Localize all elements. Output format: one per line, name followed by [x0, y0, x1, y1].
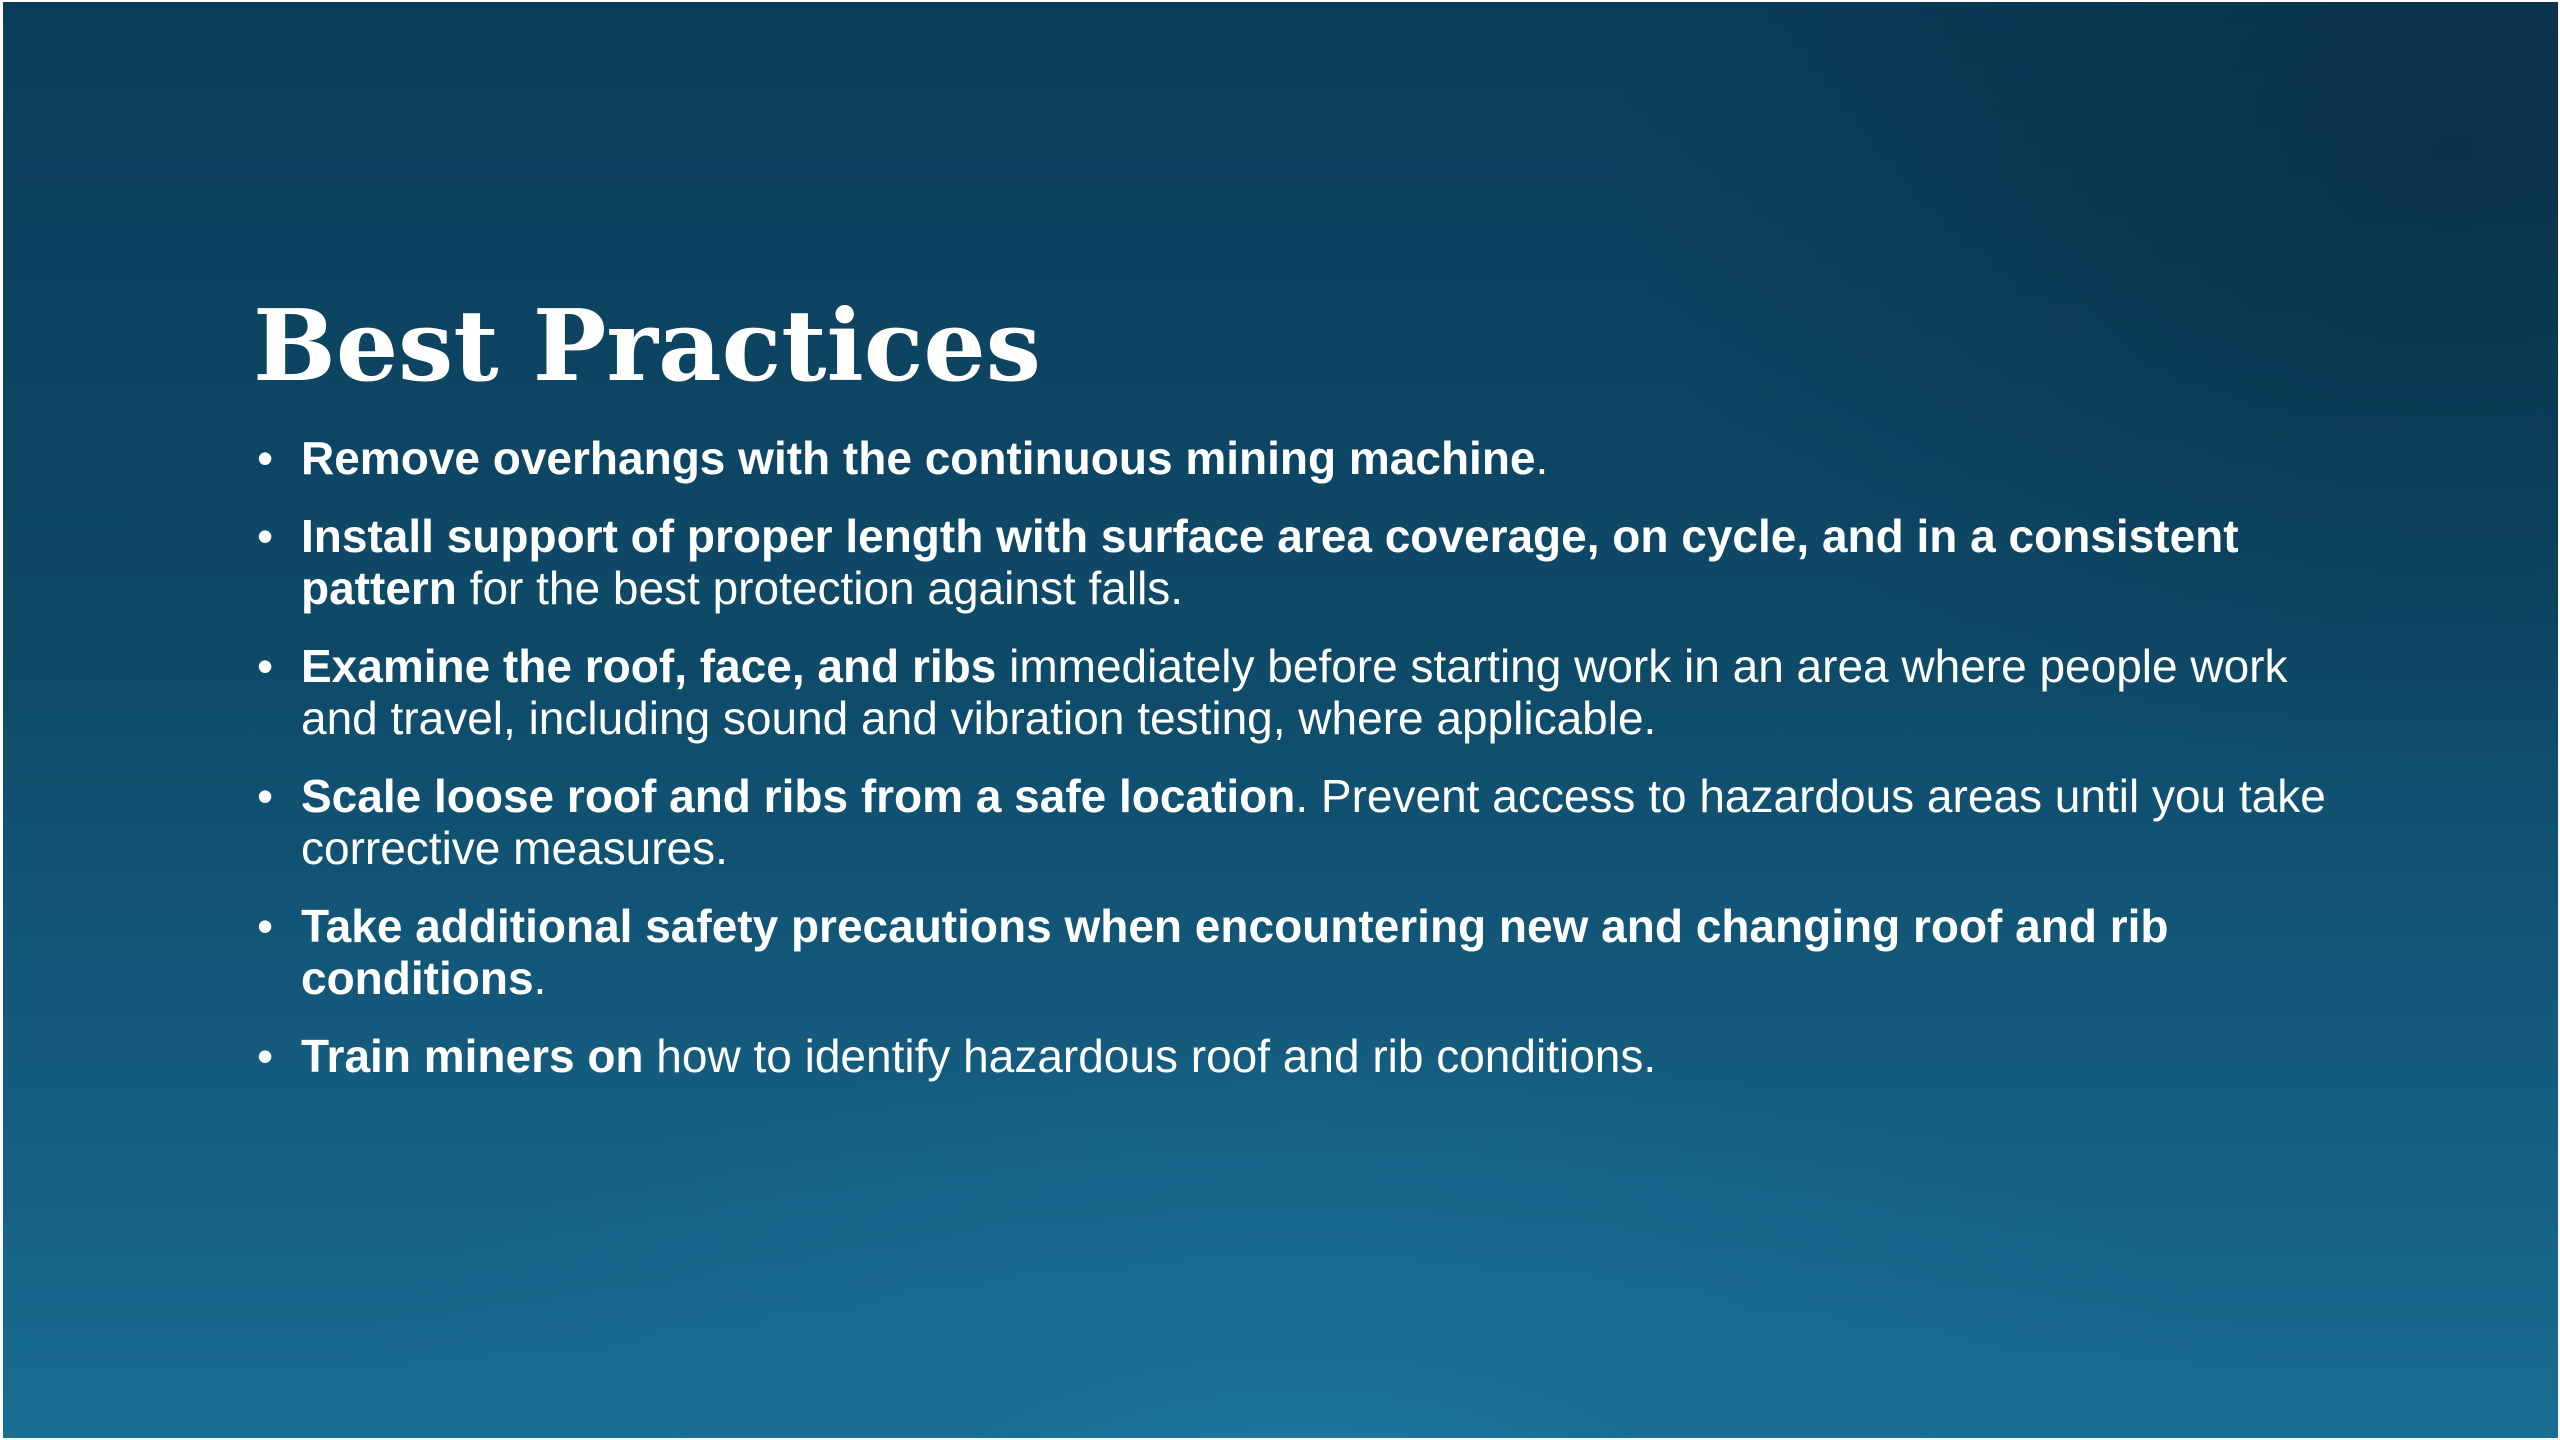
bullet-item-additional-precautions [253, 900, 2353, 1004]
bullet-bold-text: Train miners on [301, 1030, 644, 1082]
bullet-text: immediately before starting work in an area where people work and travel, including sound and vibration testing, where applicable. [301, 640, 2288, 744]
bullet-text: how to identify hazardous roof and rib conditions. [643, 1030, 1657, 1082]
bullet-text: for the best protection against falls. [456, 562, 1184, 614]
bullet-list [253, 432, 2353, 1108]
bullet-dot-icon: • [256, 432, 274, 484]
bullet-text: . [1535, 432, 1549, 484]
bullet-item-train-miners [253, 1030, 2353, 1082]
presentation-slide [3, 2, 2558, 1438]
bullet-item-scale-loose-roof [253, 770, 2353, 874]
bullet-bold-text: Scale loose roof and ribs from a safe location [301, 770, 1296, 822]
bullet-dot-icon: • [256, 640, 274, 692]
bullet-dot-icon: • [256, 510, 274, 562]
bullet-bold-text: Examine the roof, face, and ribs [301, 640, 997, 692]
bullet-dot-icon: • [256, 770, 274, 822]
bullet-dot-icon: • [256, 1030, 274, 1082]
bullet-item-examine-roof [253, 640, 2353, 744]
bullet-item-install-support [253, 510, 2353, 614]
slide-title: Best Practices [253, 289, 1041, 404]
bullet-bold-text: Remove overhangs with the continuous mining machine [301, 432, 1536, 484]
bullet-item-remove-overhangs [253, 432, 2353, 484]
bullet-bold-text: Take additional safety precautions when encountering new and changing roof and rib conditions [301, 900, 2169, 1004]
bullet-text: . Prevent access to hazardous areas until you take corrective measures. [301, 770, 2326, 874]
bullet-bold-text: Install support of proper length with surface area coverage, on cycle, and in a consistent pattern [301, 510, 2239, 614]
bullet-dot-icon: • [256, 900, 274, 952]
bullet-text: . [533, 952, 547, 1004]
